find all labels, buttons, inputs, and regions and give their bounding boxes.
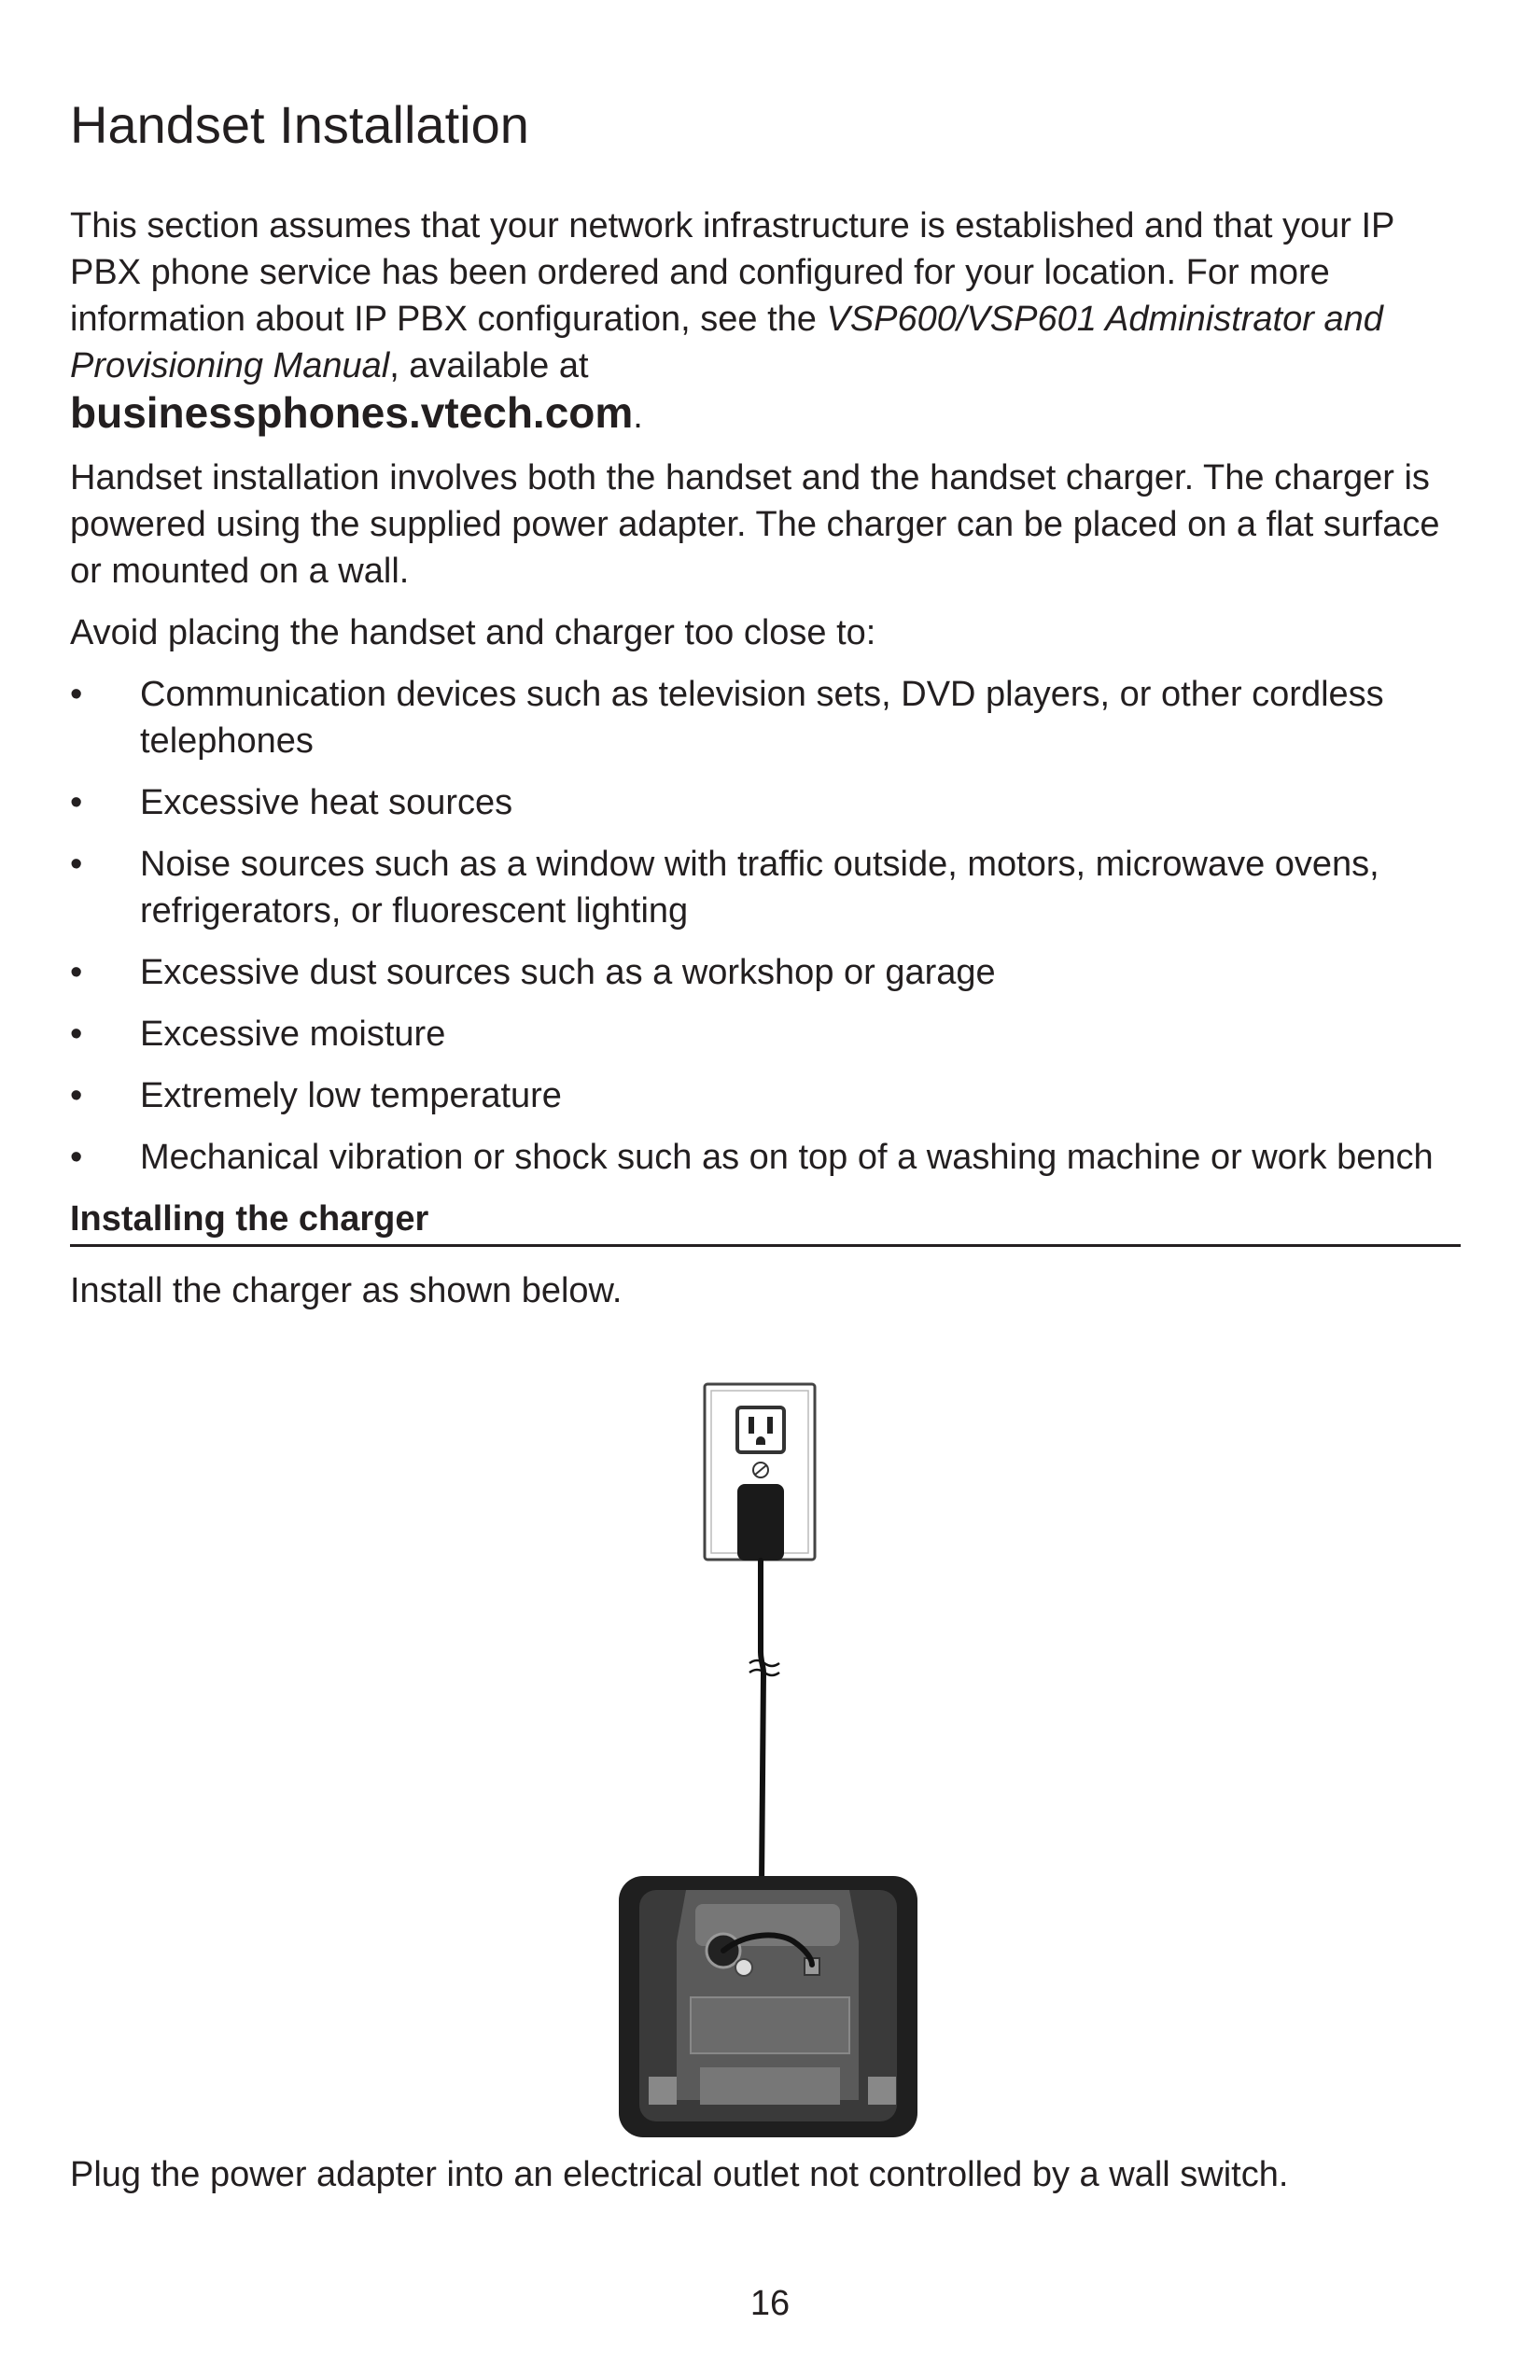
list-item: • Excessive moisture: [70, 1011, 1461, 1057]
page-content: [70, 93, 1461, 1329]
intro-paragraph: [70, 203, 1461, 440]
website-url: businessphones.vtech.com: [70, 388, 634, 438]
avoid-paragraph: Avoid placing the handset and charger too close to:: [70, 613, 876, 653]
bullet-icon: •: [70, 1138, 83, 1178]
install-instruction: Install the charger as shown below.: [70, 1271, 623, 1311]
avoid-list: [70, 671, 1461, 1181]
intro-text-1: This section assumes that your network infrastructure is established and that your IP PBX phone service has been ordered and configured for your location. For more information about IP PBX configuration, see the: [70, 206, 1394, 340]
bullet-icon: •: [70, 1076, 83, 1116]
list-item: • Excessive dust sources such as a workshop or garage: [70, 949, 1461, 996]
manual-title: VSP600/VSP601 Administrator and Provisioning Manual: [70, 300, 1383, 386]
section-heading: Installing the charger: [70, 1196, 1461, 1247]
page-number: 16: [749, 2284, 791, 2323]
list-item: • Mechanical vibration or shock such as on top of a washing machine or work bench: [70, 1134, 1461, 1181]
list-item: • Communication devices such as television sets, DVD players, or other cordless telephones: [70, 671, 1461, 764]
list-item: • Excessive heat sources: [70, 779, 1461, 826]
intro-text-2: , available at: [389, 346, 589, 386]
page-title: Handset Installation: [70, 95, 529, 154]
list-item: • Extremely low temperature: [70, 1072, 1461, 1119]
charger-installation-illustration: [607, 1381, 933, 2147]
bullet-icon: •: [70, 953, 83, 993]
charger-base-icon: [619, 1876, 917, 2137]
bullet-icon: •: [70, 1015, 83, 1055]
bullet-icon: •: [70, 675, 83, 715]
list-item: • Noise sources such as a window with traffic outside, motors, microwave ovens, refrigerators, or fluorescent lighting: [70, 841, 1461, 934]
url-suffix: .: [633, 397, 643, 437]
bullet-icon: •: [70, 845, 83, 885]
power-adapter-icon: [737, 1484, 784, 1561]
figure-caption: Plug the power adapter into an electrical outlet not controlled by a wall switch.: [70, 2155, 1289, 2194]
installation-paragraph: Handset installation involves both the handset and the handset charger. The charger is powered using the supplied power adapter. The charger can be placed on a flat surface or mounted on a wall.: [70, 458, 1440, 592]
bullet-icon: •: [70, 783, 83, 823]
